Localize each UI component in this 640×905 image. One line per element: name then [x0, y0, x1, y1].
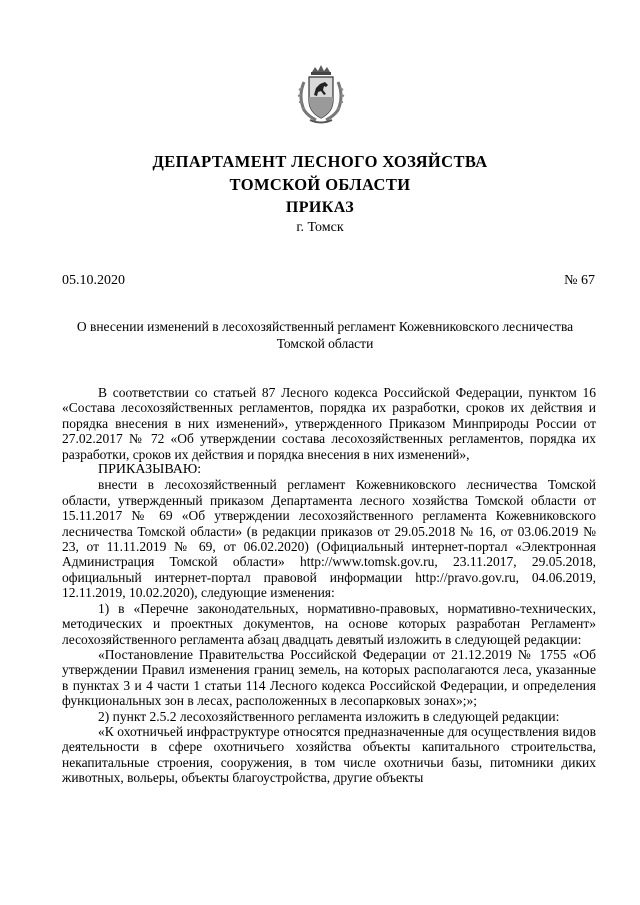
body-paragraph-quote2: «К охотничьей инфраструктуре относятся предназначенные для осуществления видов деятельности в сфере охотничьего хозяйства объекты капитального строительства, некапитальные строения, сооружения, в том числе охотничьи базы, питомники диких животных, вольеры, объекты благоустройства, другие объекты — [62, 723, 596, 786]
department-title-line1: ДЕПАРТАМЕНТ ЛЕСНОГО ХОЗЯЙСТВА — [152, 152, 488, 171]
order-date: 05.10.2020 — [62, 273, 125, 288]
doc-type-title: ПРИКАЗ — [285, 199, 355, 216]
order-body — [62, 385, 596, 786]
department-title-line2: ТОМСКОЙ ОБЛАСТИ — [229, 175, 411, 194]
body-paragraph-item1: 1) в «Перечне законодательных, нормативно-правовых, нормативно-технических, методических и проектных документов, на основе которых разработан Регламент» лесохозяйственного регламента абзац двадцать девятый изложить в следующей редакции: — [62, 600, 596, 647]
tomsk-oblast-coat-of-arms-icon — [296, 64, 346, 126]
body-paragraph-order-word: ПРИКАЗЫВАЮ: — [98, 462, 202, 478]
body-paragraph-main: внести в лесохозяйственный регламент Кожевниковского лесничества Томской области, утвержденный приказом Департамента лесного хозяйства Томской области от 15.11.2017 № 69 «Об утверждении лесохозяйственного регламента Кожевниковского лесничества Томской области» (в редакции приказов от 29.05.2018 № 16, от 03.06.2019 № 23, от 11.11.2019 № 69, от 06.02.2020) (Официальный интернет-портал «Электронная Администрация Томской области» http://www.tomsk.gov.ru, 23.11.2017, 29.05.2018, официальный интернет-портал правовой информации http://pravo.gov.ru, 04.06.2019, 12.11.2019, 10.02.2020), следующие изменения: — [62, 477, 596, 601]
subject-line1: О внесении изменений в лесохозяйственный регламент Кожевниковского лесничества — [76, 319, 574, 334]
body-paragraph-quote1: «Постановление Правительства Российской Федерации от 21.12.2019 № 1755 «Об утверждении Правил изменения границ земель, на которых располагаются леса, указанные в пунктах 3 и 4 части 1 статьи 114 Лесного кодекса Российской Федерации, и определения функциональных зон в лесах, расположенных в лесопарковых зонах»;»; — [62, 646, 596, 709]
order-number: № 67 — [564, 273, 595, 288]
body-paragraph-item2: 2) пункт 2.5.2 лесохозяйственного регламента изложить в следующей редакции: — [98, 708, 560, 724]
city-label: г. Томск — [296, 220, 344, 235]
order-subject — [50, 318, 600, 352]
body-paragraph-preamble: В соответствии со статьей 87 Лесного кодекса Российской Федерации, пунктом 16 «Состава лесохозяйственных регламентов, порядка их разработки, сроков их действия и порядка внесения в них изменений», утвержденного Приказом Минприроды России от 27.02.2017 № 72 «Об утверждении состава лесохозяйственных регламентов, порядка их разработки, сроков их действия и порядка внесения в них изменений», — [62, 385, 596, 462]
subject-line2: Томской области — [276, 336, 374, 351]
